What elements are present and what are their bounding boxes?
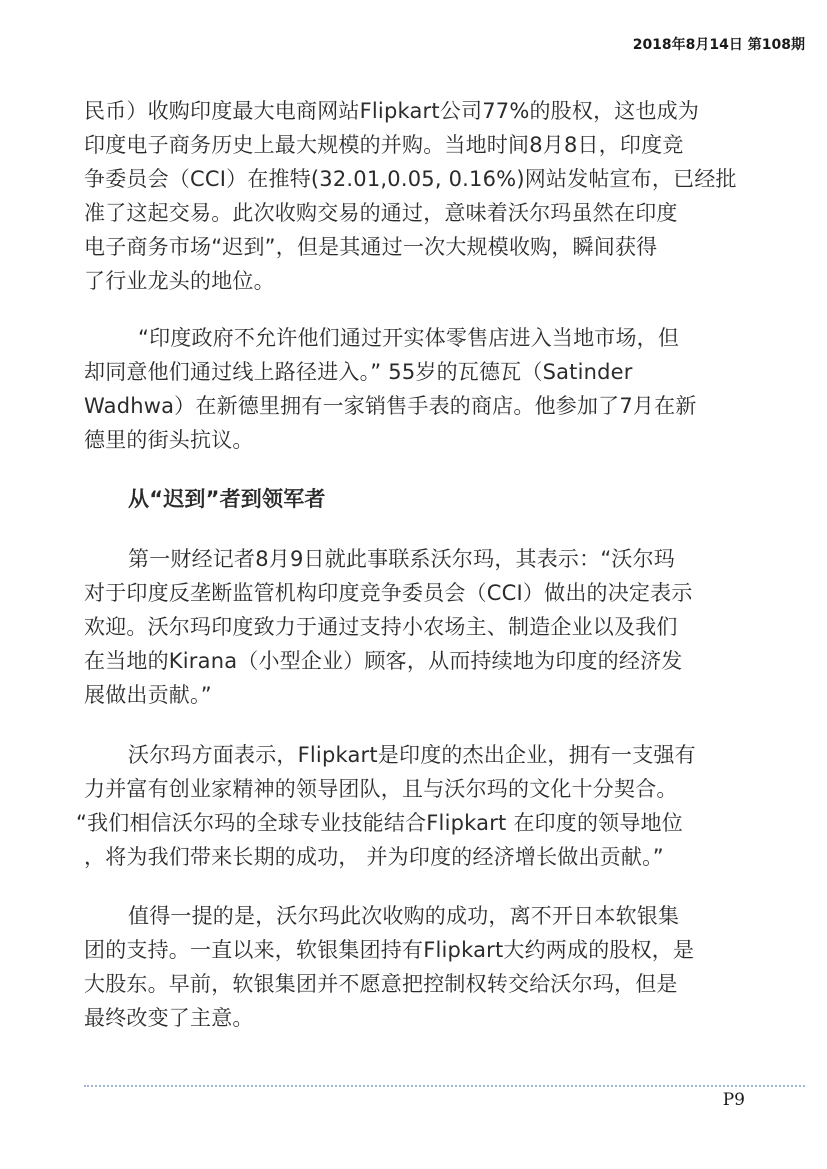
paragraph-2-line-1: “印度政府不允许他们通过开实体零售店进入当地市场，但 [138, 326, 680, 350]
paragraph-1-line-5: 电子商务市场“迟到”，但是其通过一次大规模收购，瞬间获得 [84, 235, 658, 259]
paragraph-1-line-6: 了行业龙头的地位。 [84, 269, 275, 293]
paragraph-5-line-3: 大股东。早前，软银集团并不愿意把控制权转交给沃尔玛，但是 [84, 972, 678, 996]
paragraph-1-line-1: 民币）收购印度最大电商网站Flipkart公司77%的股权，这也成为 [84, 99, 700, 123]
paragraph-4-line-1: 沃尔玛方面表示，Flipkart是印度的杰出企业，拥有一支强有 [128, 743, 696, 767]
paragraph-5-line-2: 团的支持。一直以来，软银集团持有Flipkart大约两成的股权，是 [84, 938, 695, 962]
paragraph-1-line-2: 印度电子商务历史上最大规模的并购。当地时间8月8日，印度竞 [84, 133, 684, 157]
paragraph-4-line-3: “我们相信沃尔玛的全球专业技能结合Flipkart 在印度的领导地位 [76, 811, 683, 835]
paragraph-3-line-5: 展做出贡献。” [84, 683, 212, 707]
paragraph-3-line-4: 在当地的Kirana（小型企业）顾客，从而持续地为印度的经济发 [84, 649, 683, 673]
paragraph-3-line-3: 欢迎。沃尔玛印度致力于通过支持小农场主、制造企业以及我们 [84, 615, 678, 639]
paragraph-3-line-2: 对于印度反垄断监管机构印度竞争委员会（CCI）做出的决定表示 [84, 581, 693, 605]
paragraph-1-line-4: 准了这起交易。此次收购交易的通过，意味着沃尔玛虽然在印度 [84, 201, 678, 225]
section-heading: 从“迟到”者到领军者 [128, 487, 326, 511]
paragraph-2-line-4: 德里的街头抗议。 [84, 428, 254, 452]
page-number: P9 [722, 1090, 745, 1110]
paragraph-2-line-3: Wadhwa）在新德里拥有一家销售手表的商店。他参加了7月在新 [84, 394, 697, 418]
paragraph-1-line-3: 争委员会（CCI）在推特(32.01,0.05, 0.16%)网站发帖宣布，已经批 [84, 167, 737, 191]
paragraph-5-line-1: 值得一提的是，沃尔玛此次收购的成功，离不开日本软银集 [128, 904, 680, 928]
paragraph-5-line-4: 最终改变了主意。 [84, 1006, 254, 1030]
issue-date-header: 2018年8月14日 第108期 [632, 37, 805, 53]
paragraph-4-line-4: ，将为我们带来长期的成功， 并为印度的经济增长做出贡献。” [84, 845, 664, 869]
paragraph-2-line-2: 却同意他们通过线上路径进入。” 55岁的瓦德瓦（Satinder [84, 360, 633, 384]
paragraph-4-line-2: 力并富有创业家精神的领导团队，且与沃尔玛的文化十分契合。 [84, 777, 678, 801]
paragraph-3-line-1: 第一财经记者8月9日就此事联系沃尔玛，其表示：“沃尔玛 [128, 547, 675, 571]
footer-divider [84, 1085, 805, 1087]
